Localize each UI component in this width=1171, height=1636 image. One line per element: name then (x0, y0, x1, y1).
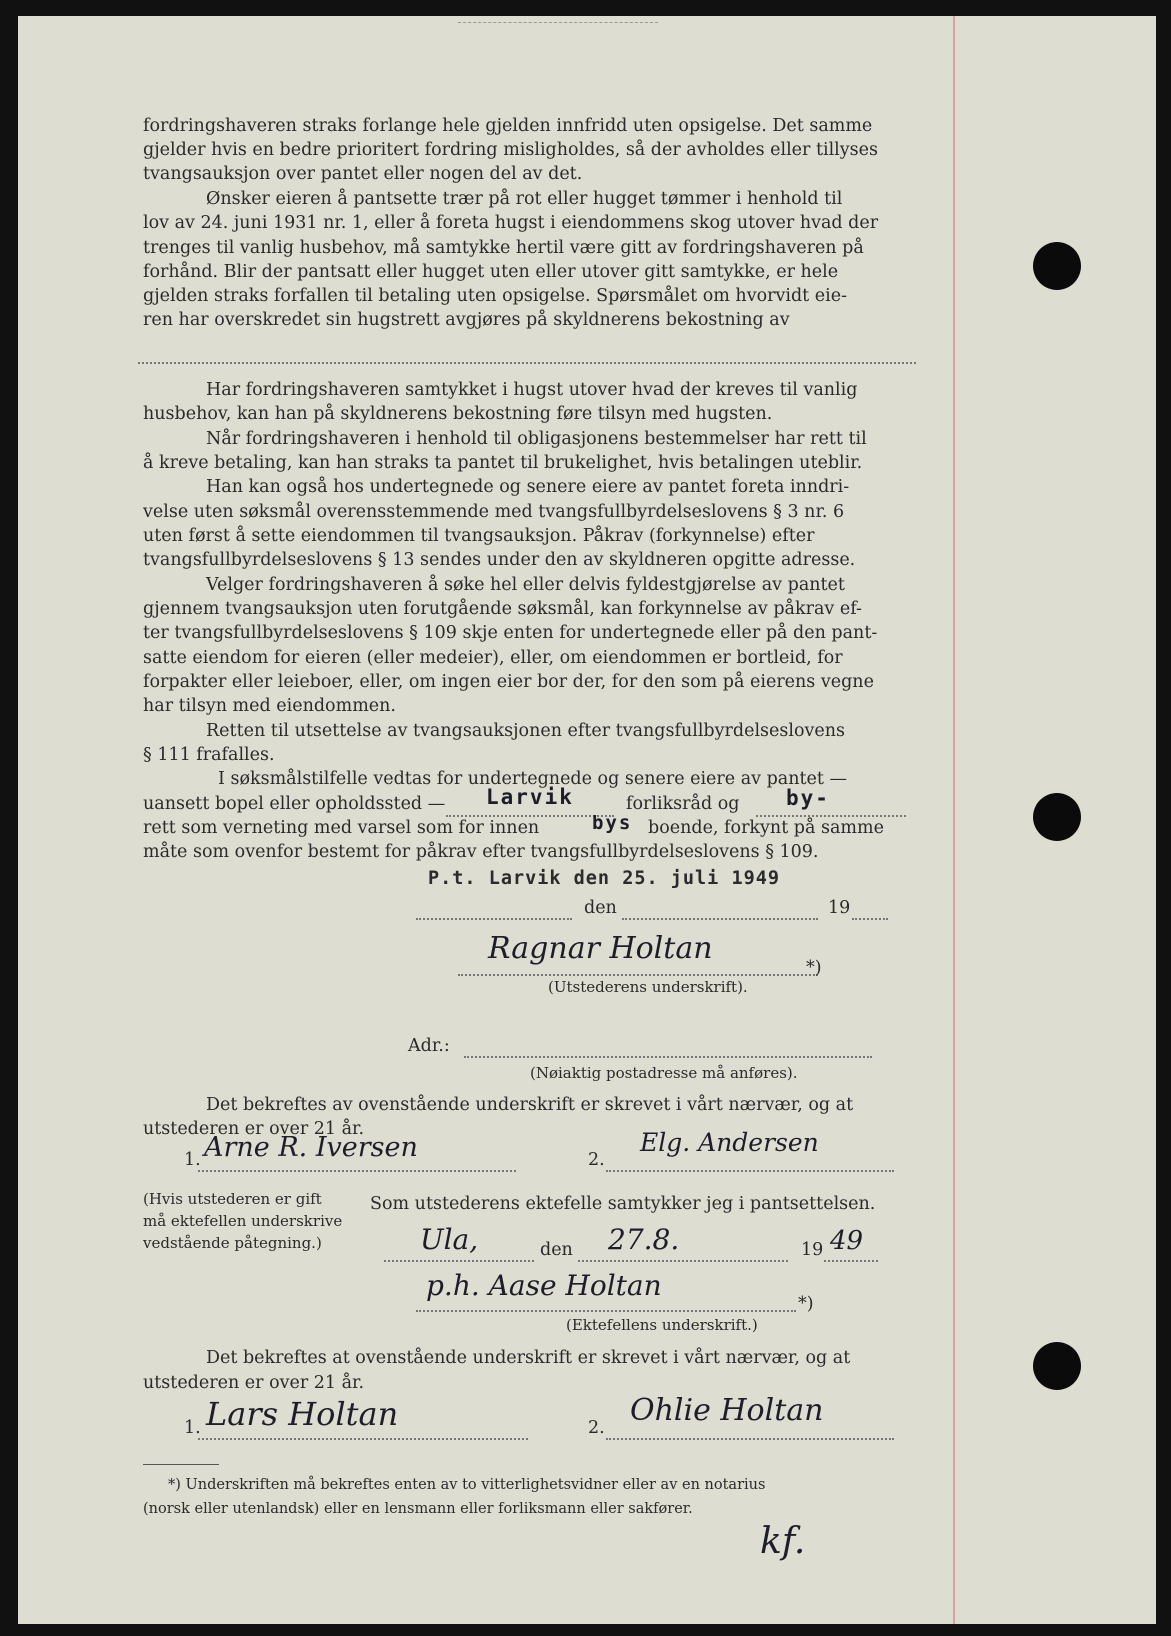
blank-fill-line (138, 362, 916, 364)
witness-number: 1. (184, 1150, 201, 1170)
date-year-label: 19 (828, 898, 851, 918)
spouse-date: 27.8. (608, 1223, 680, 1256)
filled-by: by- (786, 786, 830, 810)
body-line: husbehov, kan han på skyldnerens bekostning føre tilsyn med hugsten. (143, 404, 773, 424)
issuer-sig-label: (Utstederens underskrift). (548, 978, 748, 996)
witness2-text: Det bekreftes at ovenstående underskrift er skrevet i vårt nærvær, og at (206, 1348, 851, 1368)
fill-dots (852, 918, 888, 920)
address-line (464, 1056, 872, 1058)
witness-signature-line (606, 1438, 894, 1440)
spouse-signature-line (416, 1310, 796, 1312)
footnote-rule (143, 1464, 219, 1465)
body-line: tvangsauksjon over pantet eller nogen del av det. (143, 164, 583, 184)
spouse-den-label: den (540, 1240, 573, 1260)
body-line: Ønsker eieren å pantsette trær på rot eller hugget tømmer i henhold til (206, 189, 843, 209)
body-line: ren har overskredet sin hugstrett avgjøres på skyldnerens bekostning av (143, 310, 790, 330)
body-line: rett som verneting med varsel som for innen (143, 818, 540, 838)
body-line: uten først å sette eiendommen til tvangsauksjon. Påkrav (forkynnelse) efter (143, 526, 815, 546)
witness-signature-line (198, 1438, 528, 1440)
body-line: Retten til utsettelse av tvangsauksjonen efter tvangsfullbyrdelseslovens (206, 721, 845, 741)
body-line: uansett bopel eller opholdssted — (143, 794, 446, 814)
witness-number: 2. (588, 1150, 605, 1170)
spouse-sig-label: (Ektefellens underskrift.) (566, 1316, 758, 1334)
body-line: boende, forkynt på samme (648, 818, 884, 838)
fill-dots (416, 918, 572, 920)
spouse-place: Ula, (420, 1223, 479, 1256)
body-line: gjelder hvis en bedre prioritert fordring misligholdes, så der avholdes eller tillyses (143, 140, 878, 160)
body-line: satte eiendom for eieren (eller medeier), eller, om eiendommen er bortleid, for (143, 648, 843, 668)
date-den-label: den (584, 898, 617, 918)
fill-dots (578, 1260, 788, 1262)
filled-bys: bys (592, 812, 633, 834)
spouse-year-prefix: 19 (801, 1240, 824, 1260)
body-line: Når fordringshaveren i henhold til obligasjonens bestemmelser har rett til (206, 429, 867, 449)
punch-hole (1033, 242, 1081, 290)
body-line: tvangsfullbyrdelseslovens § 13 sendes under den av skyldneren opgitte adresse. (143, 550, 856, 570)
witness2-signature-1: Lars Holtan (206, 1395, 399, 1433)
filled-city: Larvik (486, 785, 574, 809)
witness-text: Det bekreftes av ovenstående underskrift er skrevet i vårt nærvær, og at (206, 1095, 854, 1115)
fill-dots (384, 1260, 534, 1262)
footnote-line: (norsk eller utenlandsk) eller en lensmann eller forliksmann eller sakfører. (143, 1501, 693, 1517)
punch-hole (1033, 793, 1081, 841)
body-line: Han kan også hos undertegnede og senere eiere av pantet foreta inndri- (206, 477, 850, 497)
top-edge-mark (458, 16, 658, 23)
issuer-signature: Ragnar Holtan (488, 931, 713, 966)
witness-signature-1: Arne R. Iversen (204, 1132, 418, 1163)
body-line: Velger fordringshaveren å søke hel eller delvis fyldestgjørelse av pantet (206, 575, 845, 595)
body-line: å kreve betaling, kan han straks ta pantet til brukelighet, hvis betalingen uteblir. (143, 453, 863, 473)
document-page (18, 16, 1156, 1624)
fill-dots (824, 1260, 878, 1262)
footnote-line: *) Underskriften må bekreftes enten av to vitterlighetsvidner eller av en notarius (168, 1477, 766, 1493)
body-line: måte som ovenfor bestemt for påkrav efter tvangsfullbyrdelseslovens § 109. (143, 842, 819, 862)
spouse-signature: p.h. Aase Holtan (426, 1269, 662, 1302)
body-line: fordringshaveren straks forlange hele gjelden innfridd uten opsigelse. Det samme (143, 116, 873, 136)
witness-signature-2: Elg. Andersen (640, 1128, 819, 1157)
spouse-note: (Hvis utstederen er gift (143, 1190, 322, 1208)
body-line: forhånd. Blir der pantsatt eller hugget uten eller utover gitt samtykke, er hele (143, 262, 839, 282)
address-note: (Nøiaktig postadresse må anføres). (530, 1064, 798, 1082)
spouse-year: 49 (830, 1226, 864, 1256)
spouse-sig-star: *) (798, 1294, 814, 1314)
typed-place-date: P.t. Larvik den 25. juli 1949 (428, 868, 781, 889)
body-line: velse uten søksmål overensstemmende med tvangsfullbyrdelseslovens § 3 nr. 6 (143, 502, 845, 522)
issuer-signature-line (458, 974, 818, 976)
body-line: gjennem tvangsauksjon uten forutgående søksmål, kan forkynnelse av påkrav ef- (143, 599, 862, 619)
witness-signature-line (198, 1170, 516, 1172)
body-line: I søksmålstilfelle vedtas for undertegnede og senere eiere av pantet — (218, 769, 847, 789)
body-line: trenges til vanlig husbehov, må samtykke hertil være gitt av fordringshaveren på (143, 238, 864, 258)
spouse-note: må ektefellen underskrive (143, 1212, 343, 1230)
body-line: har tilsyn med eiendommen. (143, 696, 396, 716)
witness-number: 1. (184, 1418, 201, 1438)
body-line: Har fordringshaveren samtykket i hugst utover hvad der kreves til vanlig (206, 380, 858, 400)
body-line: gjelden straks forfallen til betaling uten opsigelse. Spørsmålet om hvorvidt eie- (143, 286, 847, 306)
red-margin-line (953, 16, 955, 1624)
address-label: Adr.: (408, 1036, 450, 1056)
witness2-text: utstederen er over 21 år. (143, 1373, 365, 1393)
witness2-signature-2: Ohlie Holtan (630, 1393, 824, 1428)
body-line: ter tvangsfullbyrdelseslovens § 109 skje enten for undertegnede eller på den pant- (143, 623, 878, 643)
issuer-sig-star: *) (806, 958, 822, 978)
witness-signature-line (606, 1170, 894, 1172)
fill-dots (622, 918, 818, 920)
spouse-consent-text: Som utstederens ektefelle samtykker jeg i pantsettelsen. (370, 1194, 876, 1214)
spouse-note: vedstående påtegning.) (143, 1234, 322, 1252)
punch-hole (1033, 1342, 1081, 1390)
body-line: forpakter eller leieboer, eller, om ingen eier bor der, for den som på eierens vegne (143, 672, 874, 692)
witness-text: utstederen er over 21 år. (143, 1119, 365, 1139)
body-line: lov av 24. juni 1931 nr. 1, eller å foreta hugst i eiendommens skog utover hvad der (143, 213, 879, 233)
body-line: forliksråd og (626, 794, 740, 814)
fill-dots (446, 815, 614, 817)
fill-dots (756, 815, 906, 817)
clerk-initials: kf. (760, 1521, 806, 1562)
witness-number: 2. (588, 1418, 605, 1438)
body-line: § 111 frafalles. (143, 745, 275, 765)
